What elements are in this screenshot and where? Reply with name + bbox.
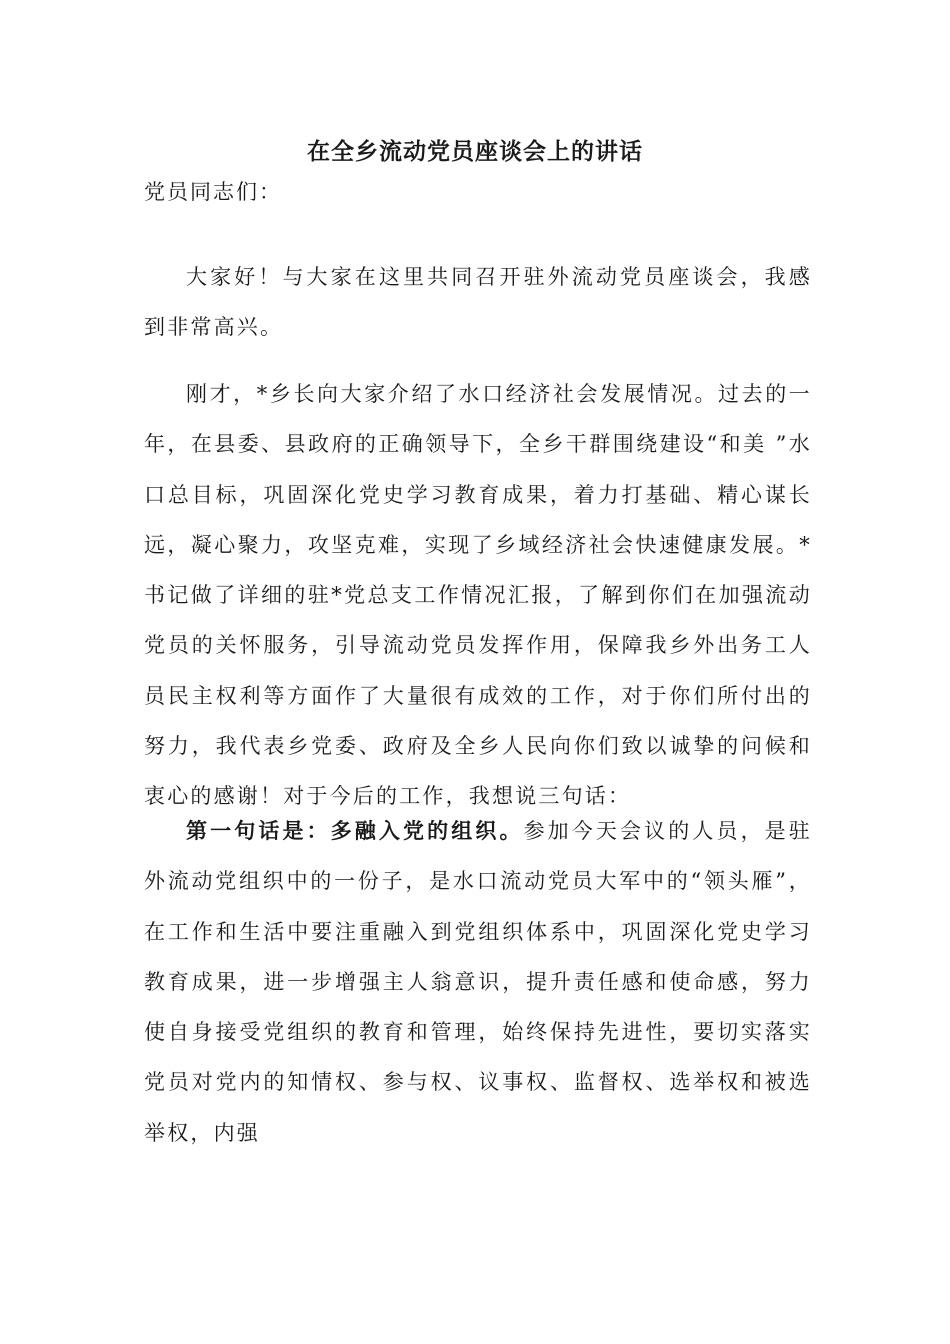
paragraph-lead: 第一句话是：多融入党的组织。 bbox=[186, 818, 524, 843]
paragraph-text: 刚才，*乡长向大家介绍了水口经济社会发展情况。过去的一年，在县委、县政府的正确领导下，全乡干群围绕建设“和美 ”水口总目标，巩固深化党史学习教育成果，着力打基础、精心谋长远，凝心聚力，攻坚克难，实现了乡域经济社会快速健康发展。*书记做了详细的驻*党总支工作情况汇报，了解到你们在加强流动党员的关怀服务，引导流动党员发挥作用，保障我乡外出务工人员民主权利等方面作了大量很有成效的工作，对于你们所付出的努力，我代表乡党委、政府及全乡人民向你们致以诚挚的问候和衷心的感谢！对于今后的工作，我想说三句话： bbox=[144, 382, 812, 809]
paragraph-text: 参加今天会议的人员，是驻外流动党组织中的一份子，是水口流动党员大军中的“领头雁”，在工作和生活中要注重融入到党组织体系中，巩固深化党史学习教育成果，进一步增强主人翁意识，提升责任感和使命感，努力使自身接受党组织的教育和管理，始终保持先进性，要切实落实党员对党内的知情权、参与权、议事权、监督权、选举权和被选举权，内强 bbox=[144, 819, 812, 1145]
paragraph-first-point bbox=[144, 806, 812, 1158]
salutation: 党员同志们： bbox=[144, 180, 282, 204]
paragraph-review bbox=[144, 369, 812, 822]
paragraph-text: 大家好！与大家在这里共同召开驻外流动党员座谈会，我感到非常高兴。 bbox=[144, 265, 812, 340]
document-title: 在全乡流动党员座谈会上的讲话 bbox=[307, 138, 643, 165]
paragraph-greeting bbox=[144, 252, 812, 353]
